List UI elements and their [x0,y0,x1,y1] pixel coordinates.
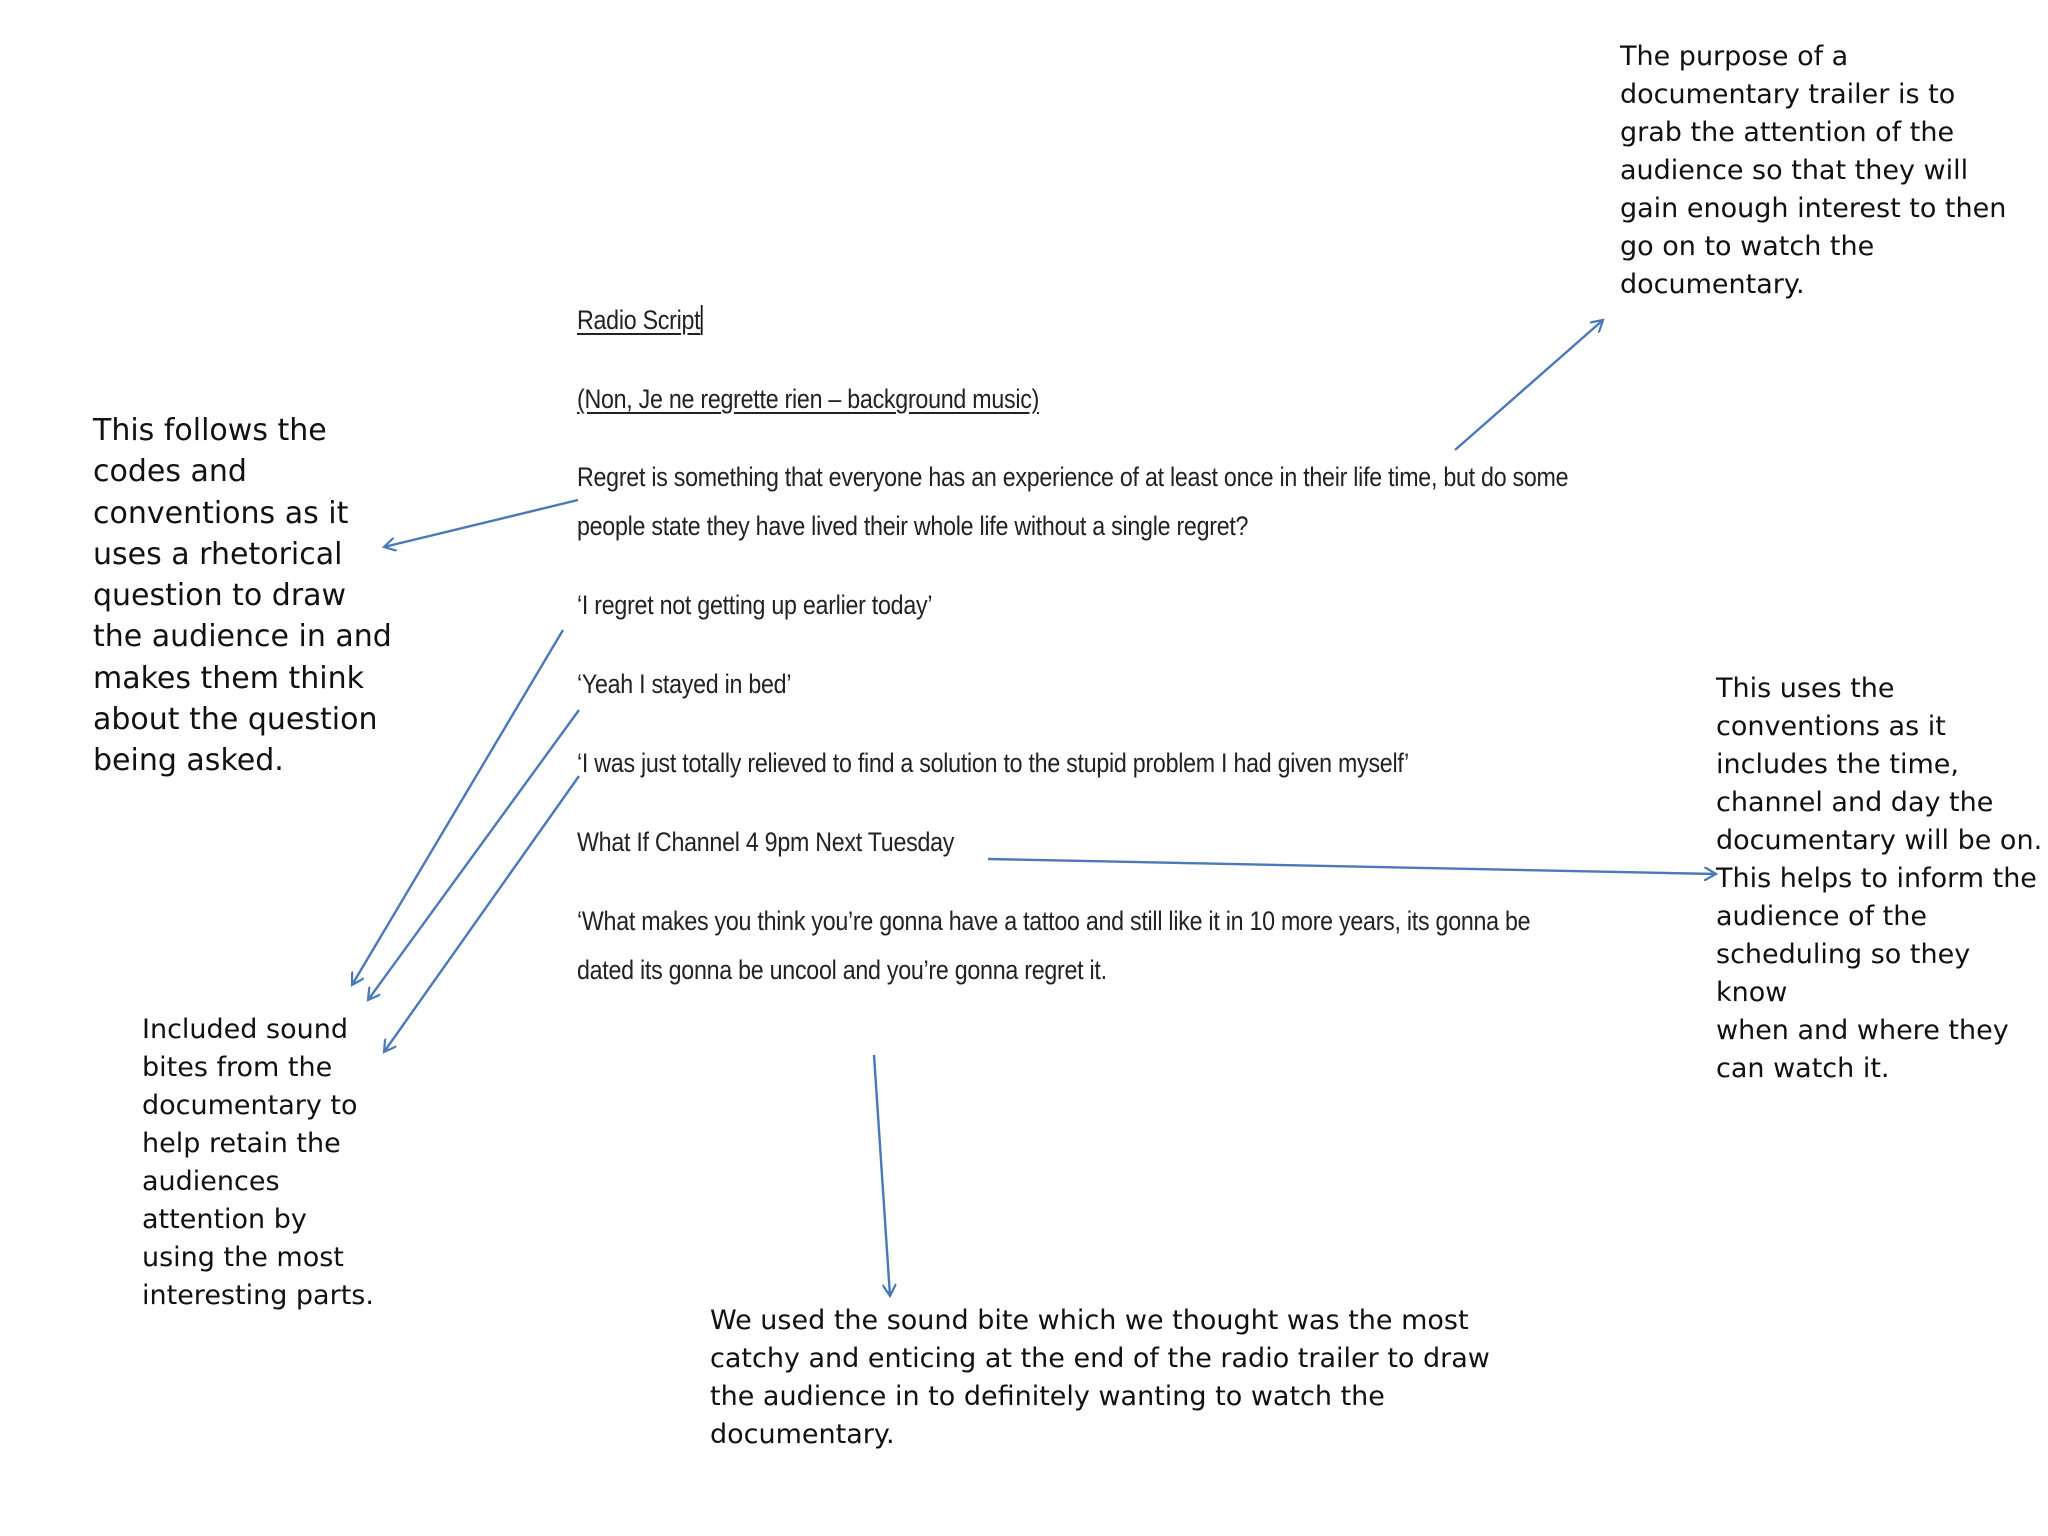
script-quote-4-line-1: ‘What makes you think you’re gonna have a tattoo and still like it in 10 more years, its gonna be [577,906,1531,936]
note-rhetorical-question: This follows the codes and conventions as it uses a rhetorical question to draw the audience in and makes them think about the question being asked. [93,413,392,779]
script-quote-1: ‘I regret not getting up earlier today’ [577,590,933,620]
arrow-to-rhetorical-note [384,500,578,547]
script-title: Radio Script [577,305,703,336]
arrow-quote-3-to-soundbites [384,776,579,1052]
script-intro-line-2: people state they have lived their whole life without a single regret? [577,511,1249,541]
arrow-quote-2-to-soundbites [368,710,579,1000]
note-sound-bites: Included sound bites from the documentary to help retain the audiences attention by using the most interesting parts. [142,1014,374,1311]
note-scheduling: This uses the conventions as it includes the time, channel and day the documentary will be on. This helps to inform the audience of the scheduling so they know when and where they can watch it. [1716,673,2043,1084]
script-intro-line-1: Regret is something that everyone has an experience of at least once in their life time, but do some [577,462,1569,492]
arrow-to-purpose-note [1455,320,1603,450]
script-quote-4-line-2: dated its gonna be uncool and you’re gonna regret it. [577,955,1107,985]
arrow-to-catchy-note [874,1055,890,1296]
arrow-quote-1-to-soundbites [352,630,563,985]
note-trailer-purpose: The purpose of a documentary trailer is to grab the attention of the audience so that they will gain enough interest to then go on to watch the documentary. [1620,41,2007,300]
script-quote-2: ‘Yeah I stayed in bed’ [577,669,792,699]
script-schedule: What If Channel 4 9pm Next Tuesday [577,827,955,857]
script-quote-3: ‘I was just totally relieved to find a solution to the stupid problem I had given myself’ [577,748,1409,778]
arrow-to-schedule-note [988,859,1716,874]
note-catchy-sound-bite: We used the sound bite which we thought was the most catchy and enticing at the end of the radio trailer to draw the audience in to definitely wanting to watch the documentary. [710,1305,1490,1450]
script-music-cue: (Non, Je ne regrette rien – background music) [577,384,1040,414]
